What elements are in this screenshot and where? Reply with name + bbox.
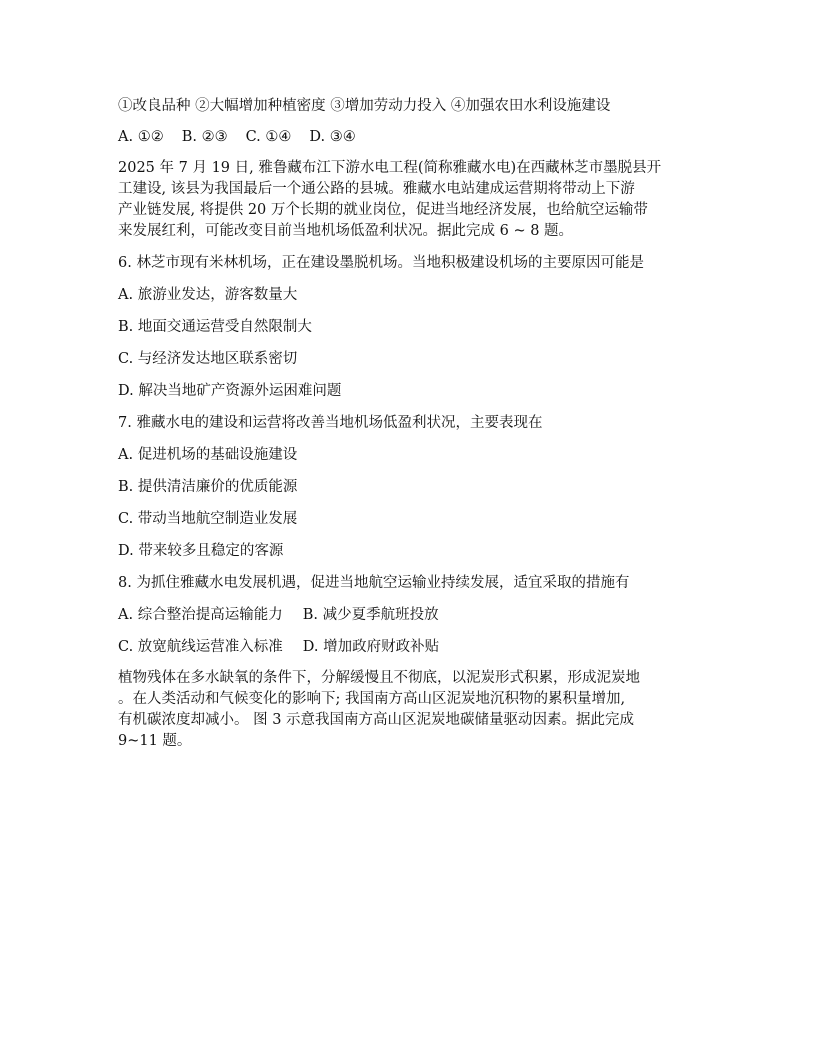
q5-choices-line: ①改良品种 ②大幅增加种植密度 ③增加劳动力投入 ④加强农田水利设施建设 — [118, 98, 611, 114]
passage2-line: 9~11 题。 — [118, 733, 192, 749]
q8-option-d[interactable]: D. 增加政府财政补贴 — [302, 639, 440, 655]
q7-option-a[interactable]: A. 促进机场的基础设施建设 — [118, 447, 298, 463]
passage2-line: 。在人类活动和气候变化的影响下; 我国南方高山区泥炭地沉积物的累积量增加, — [118, 691, 626, 707]
passage-peatland — [118, 668, 708, 752]
q6-option-c[interactable]: C. 与经济发达地区联系密切 — [118, 351, 298, 367]
passage1-line: 工建设, 该县为我国最后一个通公路的县城。雅藏水电站建成运营期将带动上下游 — [118, 181, 635, 197]
q8-option-b[interactable]: B. 减少夏季航班投放 — [302, 607, 439, 623]
exam-page — [118, 96, 708, 752]
q8-stem: 8. 为抓住雅藏水电发展机遇，促进当地航空运输业持续发展，适宜采取的措施有 — [118, 575, 630, 591]
q6-option-d[interactable]: D. 解决当地矿产资源外运困难问题 — [118, 383, 342, 399]
passage1-line: 产业链发展, 将提供 20 万个长期的就业岗位，促进当地经济发展，也给航空运输带 — [118, 202, 648, 218]
q7-option-b[interactable]: B. 提供清洁廉价的优质能源 — [118, 479, 298, 495]
q8-options-row-1 — [118, 605, 708, 626]
q7-stem: 7. 雅藏水电的建设和运营将改善当地机场低盈利状况，主要表现在 — [118, 415, 543, 431]
q6-option-b[interactable]: B. 地面交通运营受自然限制大 — [118, 319, 312, 335]
passage2-line: 有机碳浓度却减小。 图 3 示意我国南方高山区泥炭地碳储量驱动因素。据此完成 — [118, 712, 635, 728]
q8-option-a[interactable]: A. 综合整治提高运输能力 — [118, 607, 283, 623]
q5-option-c[interactable]: C. ①④ — [245, 129, 292, 145]
passage1-line: 2025 年 7 月 19 日, 雅鲁藏布江下游水电工程(简称雅藏水电)在西藏林芝市墨脱县开 — [118, 160, 662, 176]
q7-option-d[interactable]: D. 带来较多且稳定的客源 — [118, 543, 284, 559]
q5-options — [118, 127, 708, 148]
q7-option-c[interactable]: C. 带动当地航空制造业发展 — [118, 511, 298, 527]
passage-yazang-hydropower — [118, 158, 708, 242]
q6-stem: 6. 林芝市现有米林机场，正在建设墨脱机场。当地积极建设机场的主要原因可能是 — [118, 255, 644, 271]
q5-option-d[interactable]: D. ③④ — [309, 129, 356, 145]
q8-option-c[interactable]: C. 放宽航线运营准入标准 — [118, 639, 283, 655]
q6-option-a[interactable]: A. 旅游业发达，游客数量大 — [118, 287, 298, 303]
passage1-line: 来发展红利，可能改变目前当地机场低盈利状况。据此完成 6 ~ 8 题。 — [118, 223, 574, 239]
q5-option-a[interactable]: A. ①② — [118, 129, 164, 145]
q5-option-b[interactable]: B. ②③ — [181, 129, 228, 145]
q8-options-row-2 — [118, 637, 708, 658]
passage2-line: 植物残体在多水缺氧的条件下，分解缓慢且不彻底，以泥炭形式积累，形成泥炭地 — [118, 670, 640, 686]
